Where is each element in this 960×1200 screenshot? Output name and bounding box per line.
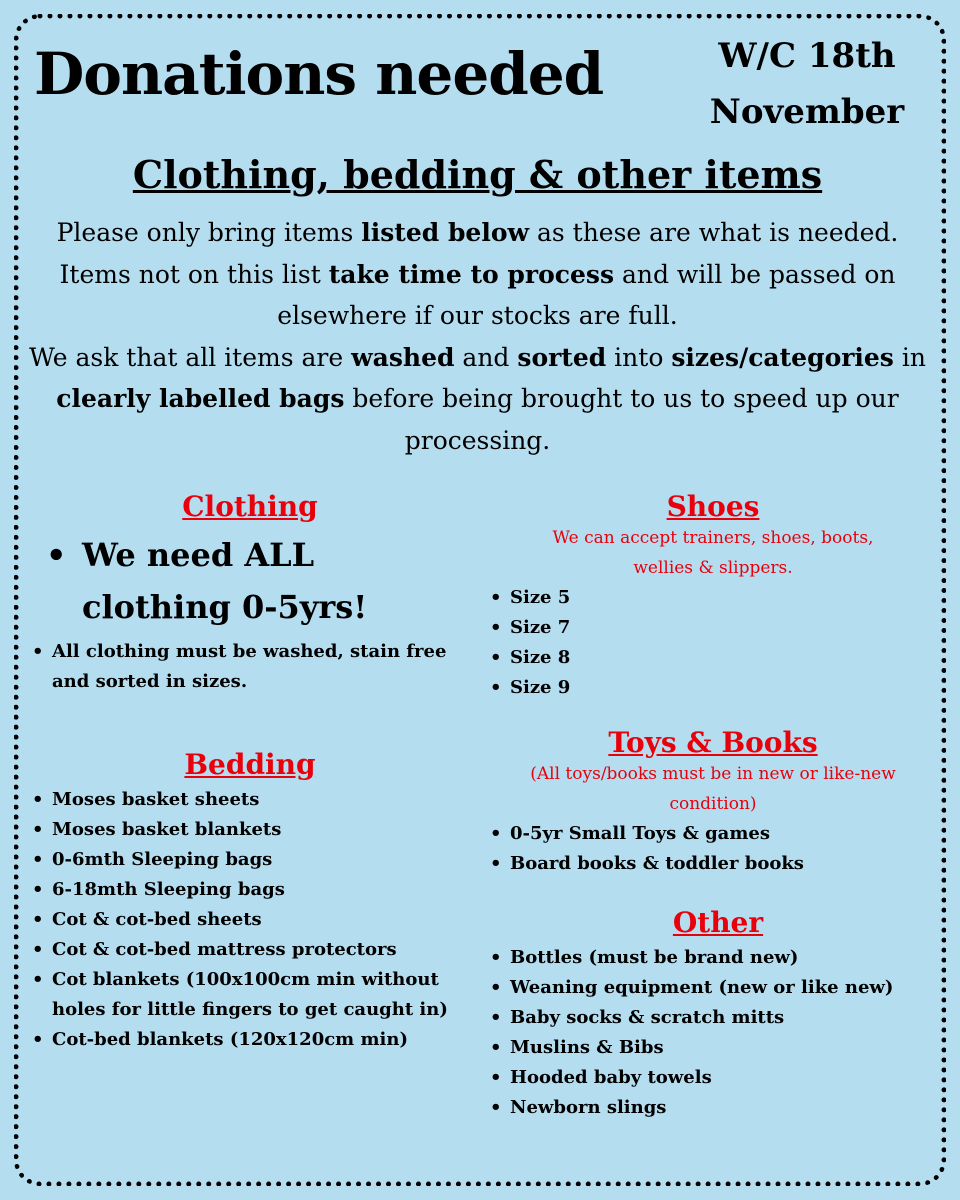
t: in [893, 342, 926, 372]
toys-section [488, 726, 938, 879]
t: sorted [517, 342, 607, 372]
list-item: • Cot-bed blankets (120x120cm min) [30, 1025, 460, 1055]
t: into [606, 342, 672, 372]
list-item: • 0-6mth Sleeping bags [30, 845, 460, 875]
shoes-section [488, 490, 938, 703]
list-item: • Size 9 [488, 673, 938, 703]
other-heading: Other [672, 906, 764, 939]
week-commencing [672, 28, 942, 140]
shoes-heading: Shoes [666, 490, 760, 523]
t: Please only bring items [56, 218, 362, 247]
t: sizes/categories [671, 342, 894, 372]
clothing-list [30, 637, 450, 697]
list-item: • Weaning equipment (new or like new) [488, 973, 948, 1003]
list-item: • Board books & toddler books [488, 849, 938, 879]
list-item: • Moses basket blankets [30, 815, 460, 845]
list-item: • 0-5yr Small Toys & games [488, 819, 938, 849]
t: and will be passed on elsewhere if our stocks are full. [277, 259, 896, 330]
week-line-2: November [709, 92, 905, 132]
poster-title: Donations needed [34, 40, 604, 108]
other-section [488, 906, 948, 1123]
toys-list [488, 819, 938, 879]
shoes-note: We can accept trainers, shoes, boots, wellies & slippers. [552, 528, 874, 578]
week-line-1: W/C 18th [718, 36, 896, 76]
t: clearly labelled bags [56, 384, 345, 413]
list-item: • Cot blankets (100x100cm min without holes for little fingers to get caught in) [30, 965, 460, 1025]
bedding-section [30, 748, 470, 1055]
t: and [454, 342, 518, 372]
t: We ask that all items are [29, 342, 352, 372]
clothing-big-list [30, 529, 430, 633]
intro-text [20, 212, 935, 461]
list-item: • Muslins & Bibs [488, 1033, 948, 1063]
list-item: • Size 7 [488, 613, 938, 643]
list-item: • Bottles (must be brand new) [488, 943, 948, 973]
list-item: • Cot & cot-bed mattress protectors [30, 935, 460, 965]
list-item: • Size 5 [488, 583, 938, 613]
list-item: • Cot & cot-bed sheets [30, 905, 460, 935]
other-list [488, 943, 948, 1123]
list-item: • Newborn slings [488, 1093, 948, 1123]
t: before being brought to us to speed up our processing. [344, 384, 899, 455]
t: listed below [361, 218, 530, 247]
t: washed [351, 342, 455, 372]
list-item: • Baby socks & scratch mitts [488, 1003, 948, 1033]
toys-note: (All toys/books must be in new or like-new condition) [530, 764, 896, 814]
list-item: • Size 8 [488, 643, 938, 673]
clothing-section [30, 490, 470, 697]
list-item: • Moses basket sheets [30, 785, 460, 815]
list-item: • All clothing must be washed, stain free and sorted in sizes. [30, 637, 450, 697]
shoes-list [488, 583, 938, 703]
bedding-list [30, 785, 460, 1055]
subtitle: Clothing, bedding & other items [132, 152, 823, 197]
t: take time to process [328, 259, 615, 289]
list-item: • 6-18mth Sleeping bags [30, 875, 460, 905]
list-item: • Hooded baby towels [488, 1063, 948, 1093]
list-item: • We need ALL clothing 0-5yrs! [30, 529, 430, 633]
clothing-heading: Clothing [182, 490, 318, 523]
toys-heading: Toys & Books [608, 726, 818, 759]
t: as these are what is needed. Items not on this list [59, 218, 899, 289]
bedding-heading: Bedding [184, 748, 316, 781]
